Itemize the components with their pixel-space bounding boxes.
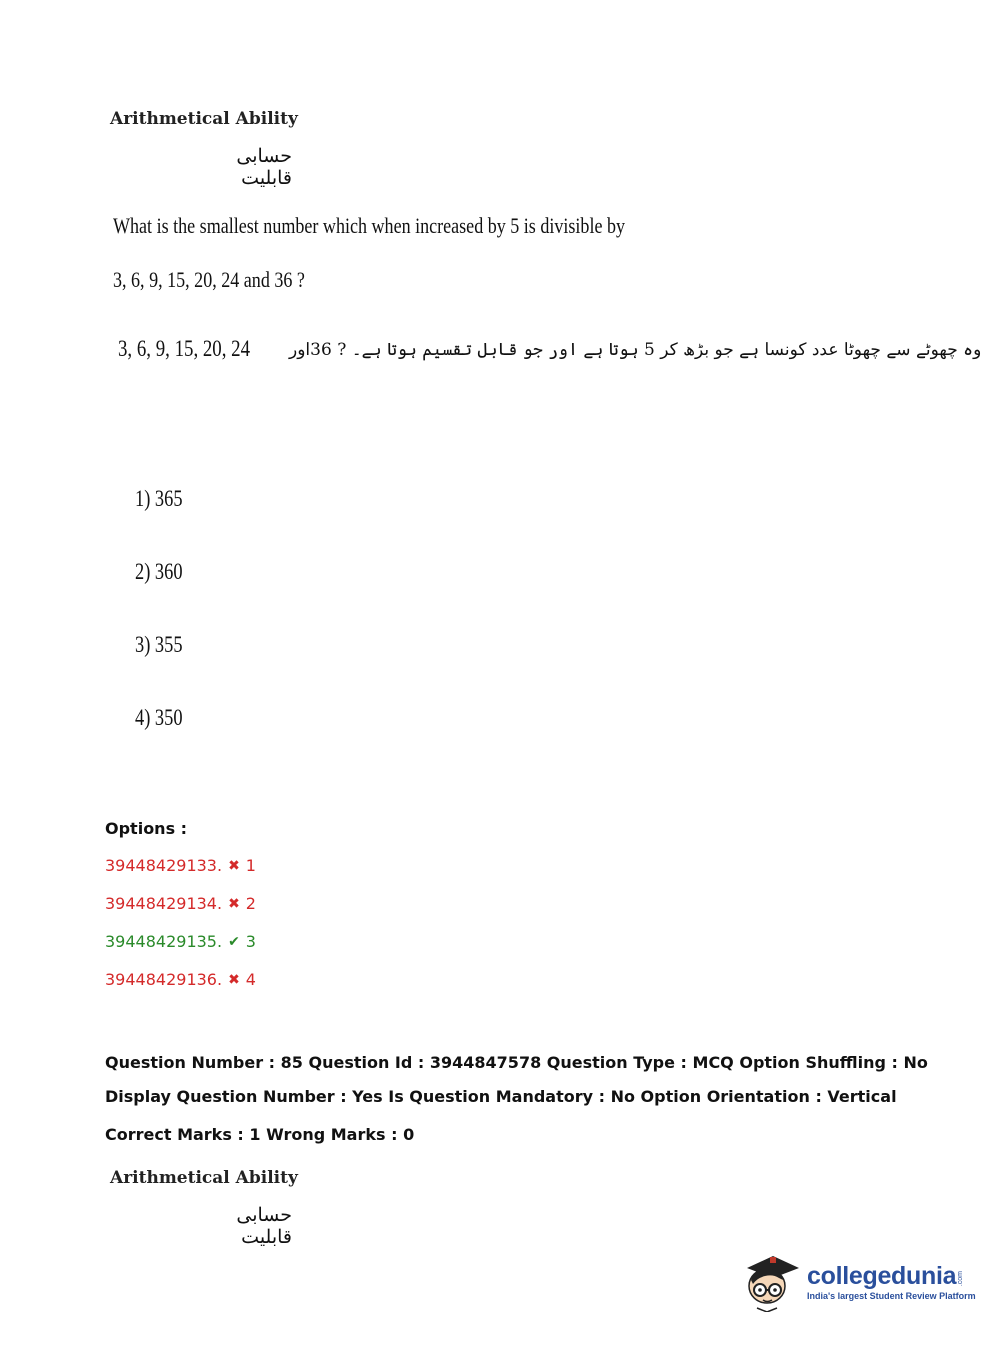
option-row xyxy=(105,970,256,989)
question-meta-line3: Correct Marks : 1 Wrong Marks : 0 xyxy=(105,1125,415,1144)
mascot-icon xyxy=(743,1250,801,1312)
logo-suffix: .com xyxy=(957,1271,965,1287)
choice-1: 1) 365 xyxy=(135,486,183,511)
choice-4: 4) 350 xyxy=(135,705,183,730)
logo-tagline: India's largest Student Review Platform xyxy=(807,1290,976,1301)
question-text-line1: What is the smallest number which when increased by 5 is divisible by xyxy=(113,213,626,238)
cross-icon: ✖ xyxy=(228,971,240,988)
section-title-urdu: حسابی قابلیت xyxy=(236,145,292,189)
options-label: Options : xyxy=(105,819,188,838)
question-meta-line1: Question Number : 85 Question Id : 3944847578 Question Type : MCQ Option Shuffling : No xyxy=(105,1053,928,1072)
check-icon: ✔ xyxy=(228,933,240,950)
option-row xyxy=(105,932,256,951)
option-value: 1 xyxy=(245,856,256,875)
section-title: Arithmetical Ability xyxy=(110,1168,298,1188)
option-row xyxy=(105,856,256,875)
section-title-urdu: حسابی قابلیت xyxy=(236,1204,292,1248)
logo-name: collegedunia xyxy=(807,1261,957,1290)
cross-icon: ✖ xyxy=(228,895,240,912)
question-text-line2: 3, 6, 9, 15, 20, 24 and 36 ? xyxy=(113,267,305,292)
option-value: 2 xyxy=(245,894,256,913)
option-id: 39448429135. xyxy=(105,932,223,951)
urdu-question-numbers: 3, 6, 9, 15, 20, 24 xyxy=(118,336,251,361)
cross-icon: ✖ xyxy=(228,857,240,874)
option-value: 4 xyxy=(245,970,256,989)
option-value: 3 xyxy=(245,932,256,951)
choice-2: 2) 360 xyxy=(135,559,183,584)
option-id: 39448429133. xyxy=(105,856,223,875)
option-row xyxy=(105,894,256,913)
option-id: 39448429134. xyxy=(105,894,223,913)
urdu-question-text: وہ چھوٹے سے چھوٹا عدد کونسا ہے جو بڑھ کر 5 ہوتا ہے اور جو قابل تقسیم ہوتا ہے۔ ? 36اور xyxy=(289,339,982,360)
collegedunia-logo xyxy=(743,1250,976,1312)
option-id: 39448429136. xyxy=(105,970,223,989)
choice-3: 3) 355 xyxy=(135,632,183,657)
question-meta-line2: Display Question Number : Yes Is Question Mandatory : No Option Orientation : Vertical xyxy=(105,1087,897,1106)
question-text-urdu xyxy=(118,336,982,362)
section-title: Arithmetical Ability xyxy=(110,109,298,129)
